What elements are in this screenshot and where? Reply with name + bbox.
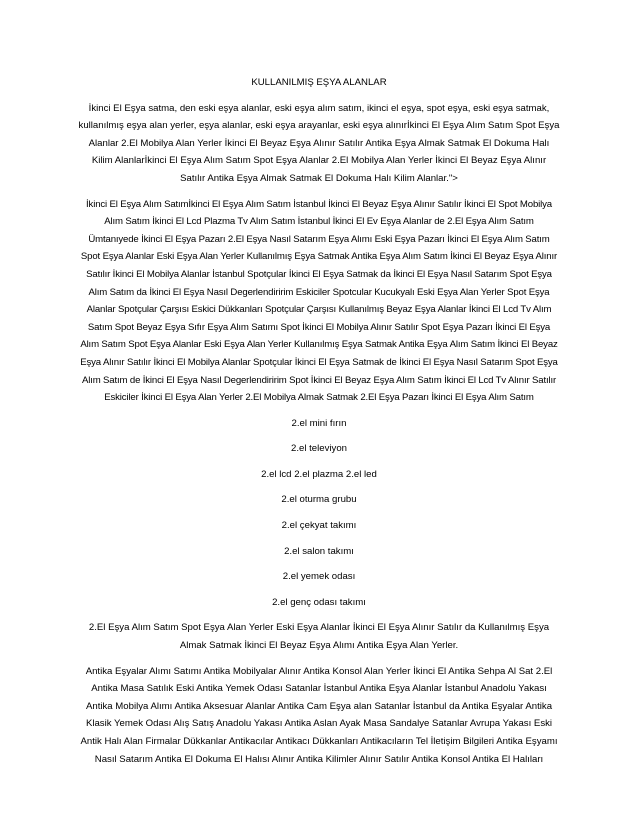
body-paragraph: İkinci El Eşya Alım Satımİkinci El Eşya Alım Satım İstanbul İkinci El Beyaz Eşya Alınır Satılır İkinci El Spot Mobilya Alım Satım İkinci El Lcd Plazma Tv Alım Satım İstanbul İkinci El Ev Eşya Alanlar de 2.El Eşya Alım Satım Ümtanıyede İkinci El Eşya Pazarı 2.El Eşya Nasıl Satarım Eşya Alımı Eski Eşya Pazarı İkinci El Eşya Alım Satım Spot Eşya Alanlar Eski Eşya Alan Yerler Kullanılmış Eşya Satmak Antika Eşya Alım Satım İkinci El Beyaz Eşya Alınır Satılır İkinci El Mobilya Alanlar İstanbul Spotçular İkinci El Eşya Satmak da İkinci El Eşya Nasıl Satarım Spot Eşya Alım Satım da İkinci El Eşya Nasıl Degerlendiririm Eskiciler Spotcular Kucukyalı Eski Eşya Alan Yerler Spot Eşya Alanlar Spotçular Çarşısı Eskici Dükkanları Spotçular Çarşısı Kullanılmış Beyaz Eşya Alanlar İkinci El Lcd Tv Alım Satım Spot Beyaz Eşya Sıfır Eşya Alım Satımı Spot İkinci El Mobilya Alınır Satılır Spot Eşya Pazarı İkinci El Eşya Alım Satım Spot Eşya Alanlar Eski Eşya Alan Yerler Kullanılmış Eşya Satmak Antika Eşya Alım Satım İkinci El Beyaz Eşya Alınır Satılır İkinci El Mobilya Alanlar Spotçular İkinci El Eşya Satmak de İkinci El Eşya Nasıl Satarım Spot Eşya Alım Satım de İkinci El Eşya Nasıl Degerlendiririm Spot İkinci El Beyaz Eşya Alım Satım İkinci El Lcd Tv Alınır Satılır Eskiciler İkinci El Eşya Alan Yerler 2.El Mobilya Almak Satmak 2.El Eşya Pazarı İkinci El Eşya Alım Satım — [80, 198, 558, 404]
document-title: KULLANILMIŞ EŞYA ALANLAR — [251, 77, 387, 88]
document-page — [78, 74, 560, 776]
intro-paragraph: İkinci El Eşya satma, den eski eşya alanlar, eski eşya alım satım, ikinci el eşya, spot eşya, eski eşya satmak, kullanılmış eşya alan yerler, eşya alanlar, eski eşya arayanlar, eski eşya alınırİkinci El Eşya Alım Satım Spot Eşya Alanlar 2.El Mobilya Alan Yerler İkinci El Beyaz Eşya Alınır Satılır Antika Eşya Almak Satmak El Dokuma Halı Kilim Alanlarİkinci El Eşya Alım Satım Spot Eşya Alanlar 2.El Mobilya Alan Yerler İkinci El Beyaz Eşya Alınır Satılır Antika Eşya Almak Satmak El Dokuma Halı Kilim Alanlar."> — [78, 102, 560, 184]
list-item: 2.el lcd 2.el plazma 2.el led — [261, 468, 377, 480]
antika-paragraph: Antika Eşyalar Alımı Satımı Antika Mobilyalar Alınır Antika Konsol Alan Yerler İkinci El Antika Sehpa Al Sat 2.El Antika Masa Satılık Eski Antika Yemek Odası Satanlar İstanbul Antika Eşya Alanlar İstanbul Anadolu Yakası Antika Mobilya Alımı Antika Aksesuar Alanlar Antika Cam Eşya alan Satanlar İstanbul da Antika Eşyalar Antika Klasik Yemek Odası Alış Satış Anadolu Yakası Antika Aslan Ayak Masa Sandalye Satanlar Avrupa Yakası Eski Antik Halı Alan Firmalar Dükkanlar Antikacılar Antikacı Dükkanları Antikacıların Tel İletişim Bilgileri Antika Eşyamı Nasıl Satarım Antika El Dokuma El Halısı Alınır Antika Kilimler Alınır Satılır Antika Konsol Antika El Halıları — [80, 665, 558, 765]
list-item: 2.el salon takımı — [284, 545, 354, 557]
list-item: 2.el yemek odası — [282, 571, 356, 583]
list-item: 2.el çekyat takımı — [281, 520, 357, 532]
list-item: 2.el mini fırın — [291, 417, 347, 429]
closing-paragraph: 2.El Eşya Alım Satım Spot Eşya Alan Yerler Eski Eşya Alanlar İkinci El Eşya Alınır Satılır da Kullanılmış Eşya Almak Satmak İkinci El Beyaz Eşya Alımı Antika Eşya Alan Yerler. — [88, 622, 550, 652]
list-item: 2.el genç odası takımı — [272, 596, 366, 608]
list-item: 2.el oturma grubu — [281, 494, 357, 506]
list-item: 2.el televiyon — [291, 443, 347, 455]
